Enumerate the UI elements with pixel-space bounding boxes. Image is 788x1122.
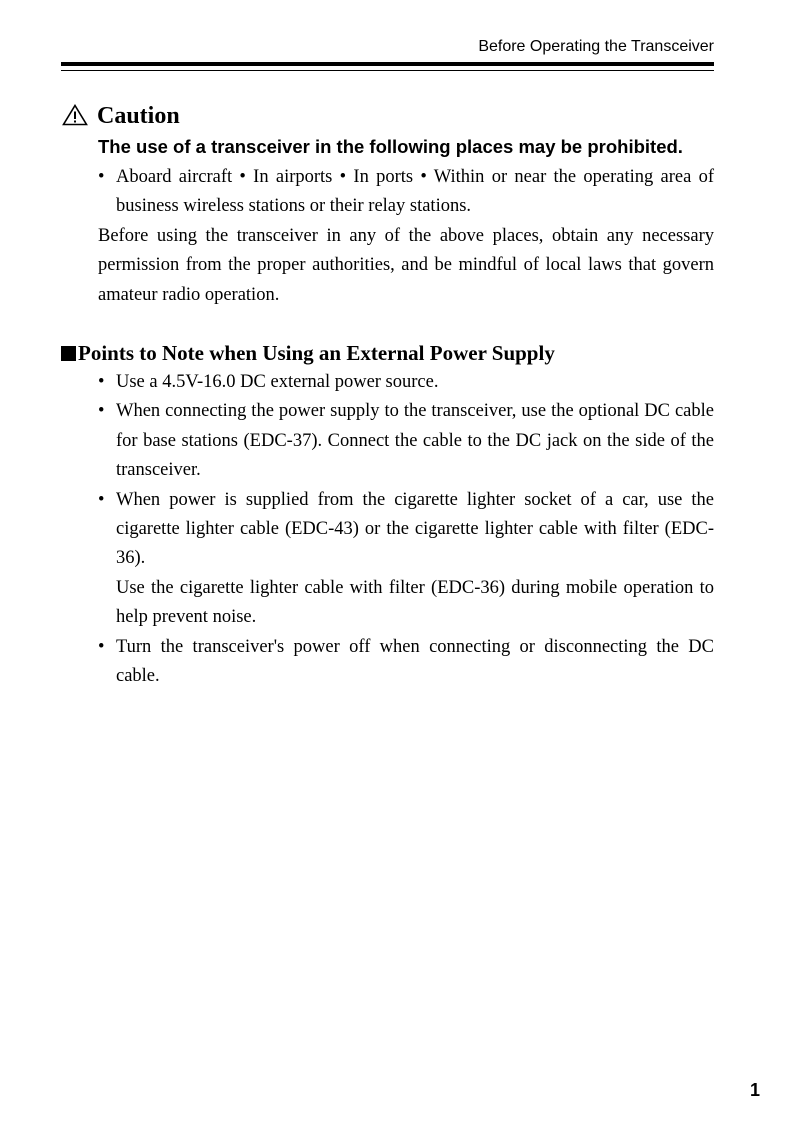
caution-bullet-list — [98, 163, 714, 222]
bullet-dot: • — [98, 372, 105, 392]
section-heading-text: Points to Note when Using an External Power Supply — [78, 341, 555, 365]
bullet-dot: • — [98, 401, 105, 422]
list-item — [98, 633, 714, 692]
bullet-dot: • — [98, 636, 105, 657]
bullet-dot: • — [98, 167, 105, 187]
list-item-continuation: Use the cigarette lighter cable with filter (EDC-36) during mobile operation to help prevent noise. — [116, 577, 714, 628]
caution-title: Caution — [97, 103, 180, 129]
list-item-text: Use a 4.5V-16.0 DC external power source. — [116, 372, 439, 392]
list-item-text: When power is supplied from the cigarette lighter socket of a car, use the cigarette lighter cable (EDC-43) or the cigarette lighter cable with filter (EDC-36). — [116, 489, 714, 569]
caution-heading — [62, 100, 180, 132]
header-rule-thick — [61, 62, 714, 66]
caution-bullet — [98, 163, 714, 222]
header-rule-thin — [61, 70, 714, 71]
list-item — [98, 397, 714, 485]
page-number: 1 — [749, 1080, 760, 1100]
list-item — [98, 486, 714, 633]
warning-triangle-icon — [62, 104, 88, 126]
list-item — [98, 368, 714, 397]
list-item-text: When connecting the power supply to the transceiver, use the optional DC cable for base stations (EDC-37). Connect the cable to the DC jack on the side of the transceiver. — [116, 401, 714, 481]
caution-paragraph: Before using the transceiver in any of the above places, obtain any necessary permission from the proper authorities, and be mindful of local laws that govern amateur radio operation. — [98, 226, 714, 305]
square-bullet-icon — [61, 346, 76, 361]
power-bullet-list — [98, 368, 714, 691]
caution-bullet-text: Aboard aircraft • In airports • In ports • Within or near the operating area of business wireless stations or their relay stations. — [116, 167, 714, 217]
list-item-text: Turn the transceiver's power off when connecting or disconnecting the DC cable. — [116, 636, 714, 687]
bullet-dot: • — [98, 489, 105, 510]
section-heading — [61, 339, 555, 367]
running-header: Before Operating the Transceiver — [478, 38, 714, 55]
caution-subtitle: The use of a transceiver in the following places may be prohibited. — [98, 136, 683, 157]
